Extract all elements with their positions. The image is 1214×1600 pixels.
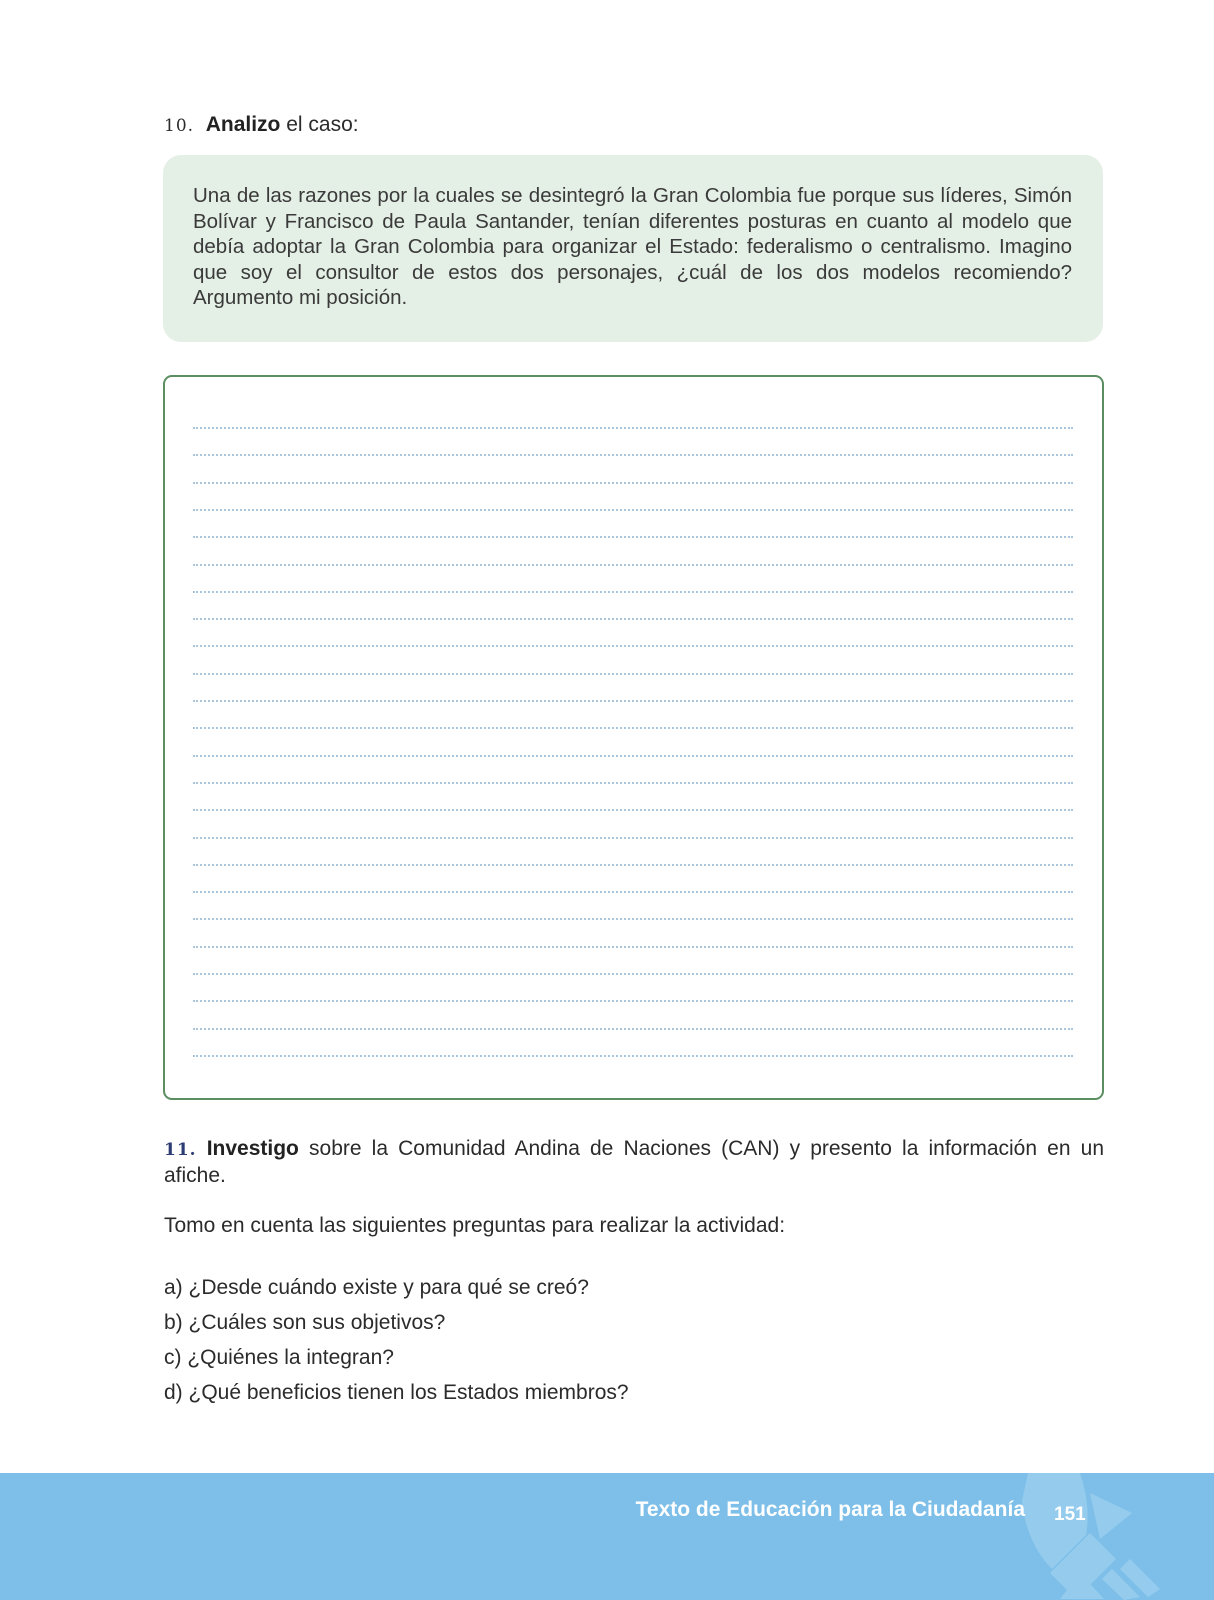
- question-11-heading: [164, 1136, 1104, 1189]
- list-item: a) ¿Desde cuándo existe y para qué se creó?: [164, 1276, 589, 1299]
- answer-box[interactable]: [163, 375, 1104, 1100]
- answer-line: [193, 564, 1073, 566]
- answer-line: [193, 700, 1073, 702]
- answer-line: [193, 782, 1073, 784]
- list-item: d) ¿Qué beneficios tienen los Estados miembros?: [164, 1381, 629, 1404]
- case-box: [163, 155, 1103, 342]
- question-10-heading: [164, 112, 359, 139]
- answer-line: [193, 482, 1073, 484]
- question-number: 11.: [164, 1140, 197, 1160]
- answer-line: [193, 673, 1073, 675]
- answer-line: [193, 645, 1073, 647]
- questions-list: [164, 1275, 629, 1415]
- answer-line: [193, 727, 1073, 729]
- answer-line: [193, 809, 1073, 811]
- question-text: el caso:: [280, 113, 359, 136]
- answer-line: [193, 536, 1073, 538]
- question-verb: Investigo: [206, 1137, 299, 1160]
- answer-line: [193, 891, 1073, 893]
- footer-band: [0, 1473, 1214, 1600]
- rocket-icon: [1020, 1473, 1214, 1600]
- list-item: b) ¿Cuáles son sus objetivos?: [164, 1311, 446, 1334]
- answer-line: [193, 973, 1073, 975]
- answer-line: [193, 864, 1073, 866]
- instructions-text: Tomo en cuenta las siguientes preguntas para realizar la actividad:: [164, 1214, 786, 1237]
- question-verb: Analizo: [205, 113, 281, 136]
- question-text: sobre la Comunidad Andina de Naciones (CAN) y presento la información en un afiche.: [164, 1137, 1104, 1187]
- answer-line: [193, 591, 1073, 593]
- question-number: 10.: [164, 116, 195, 136]
- answer-line: [193, 755, 1073, 757]
- answer-line: [193, 837, 1073, 839]
- answer-line: [193, 427, 1073, 429]
- list-item: c) ¿Quiénes la integran?: [164, 1346, 394, 1369]
- answer-line: [193, 918, 1073, 920]
- page-number: 151: [1054, 1504, 1086, 1525]
- footer-title: Texto de Educación para la Ciudadanía: [635, 1498, 1025, 1521]
- answer-line: [193, 1028, 1073, 1030]
- answer-line: [193, 1000, 1073, 1002]
- answer-line: [193, 454, 1073, 456]
- answer-line: [193, 618, 1073, 620]
- case-text: Una de las razones por la cuales se desintegró la Gran Colombia fue porque sus líderes, Simón Bolívar y Francisco de Paula Santander, tenían diferentes posturas en cuanto al modelo que debía adoptar la Gran Colombia para organizar el Estado: federalismo o centralismo. Imagino que soy el consultor de estos dos personajes, ¿cuál de los dos modelos recomiendo? Argumento mi posición.: [193, 184, 1072, 310]
- answer-line: [193, 509, 1073, 511]
- answer-line: [193, 1055, 1073, 1057]
- answer-line: [193, 946, 1073, 948]
